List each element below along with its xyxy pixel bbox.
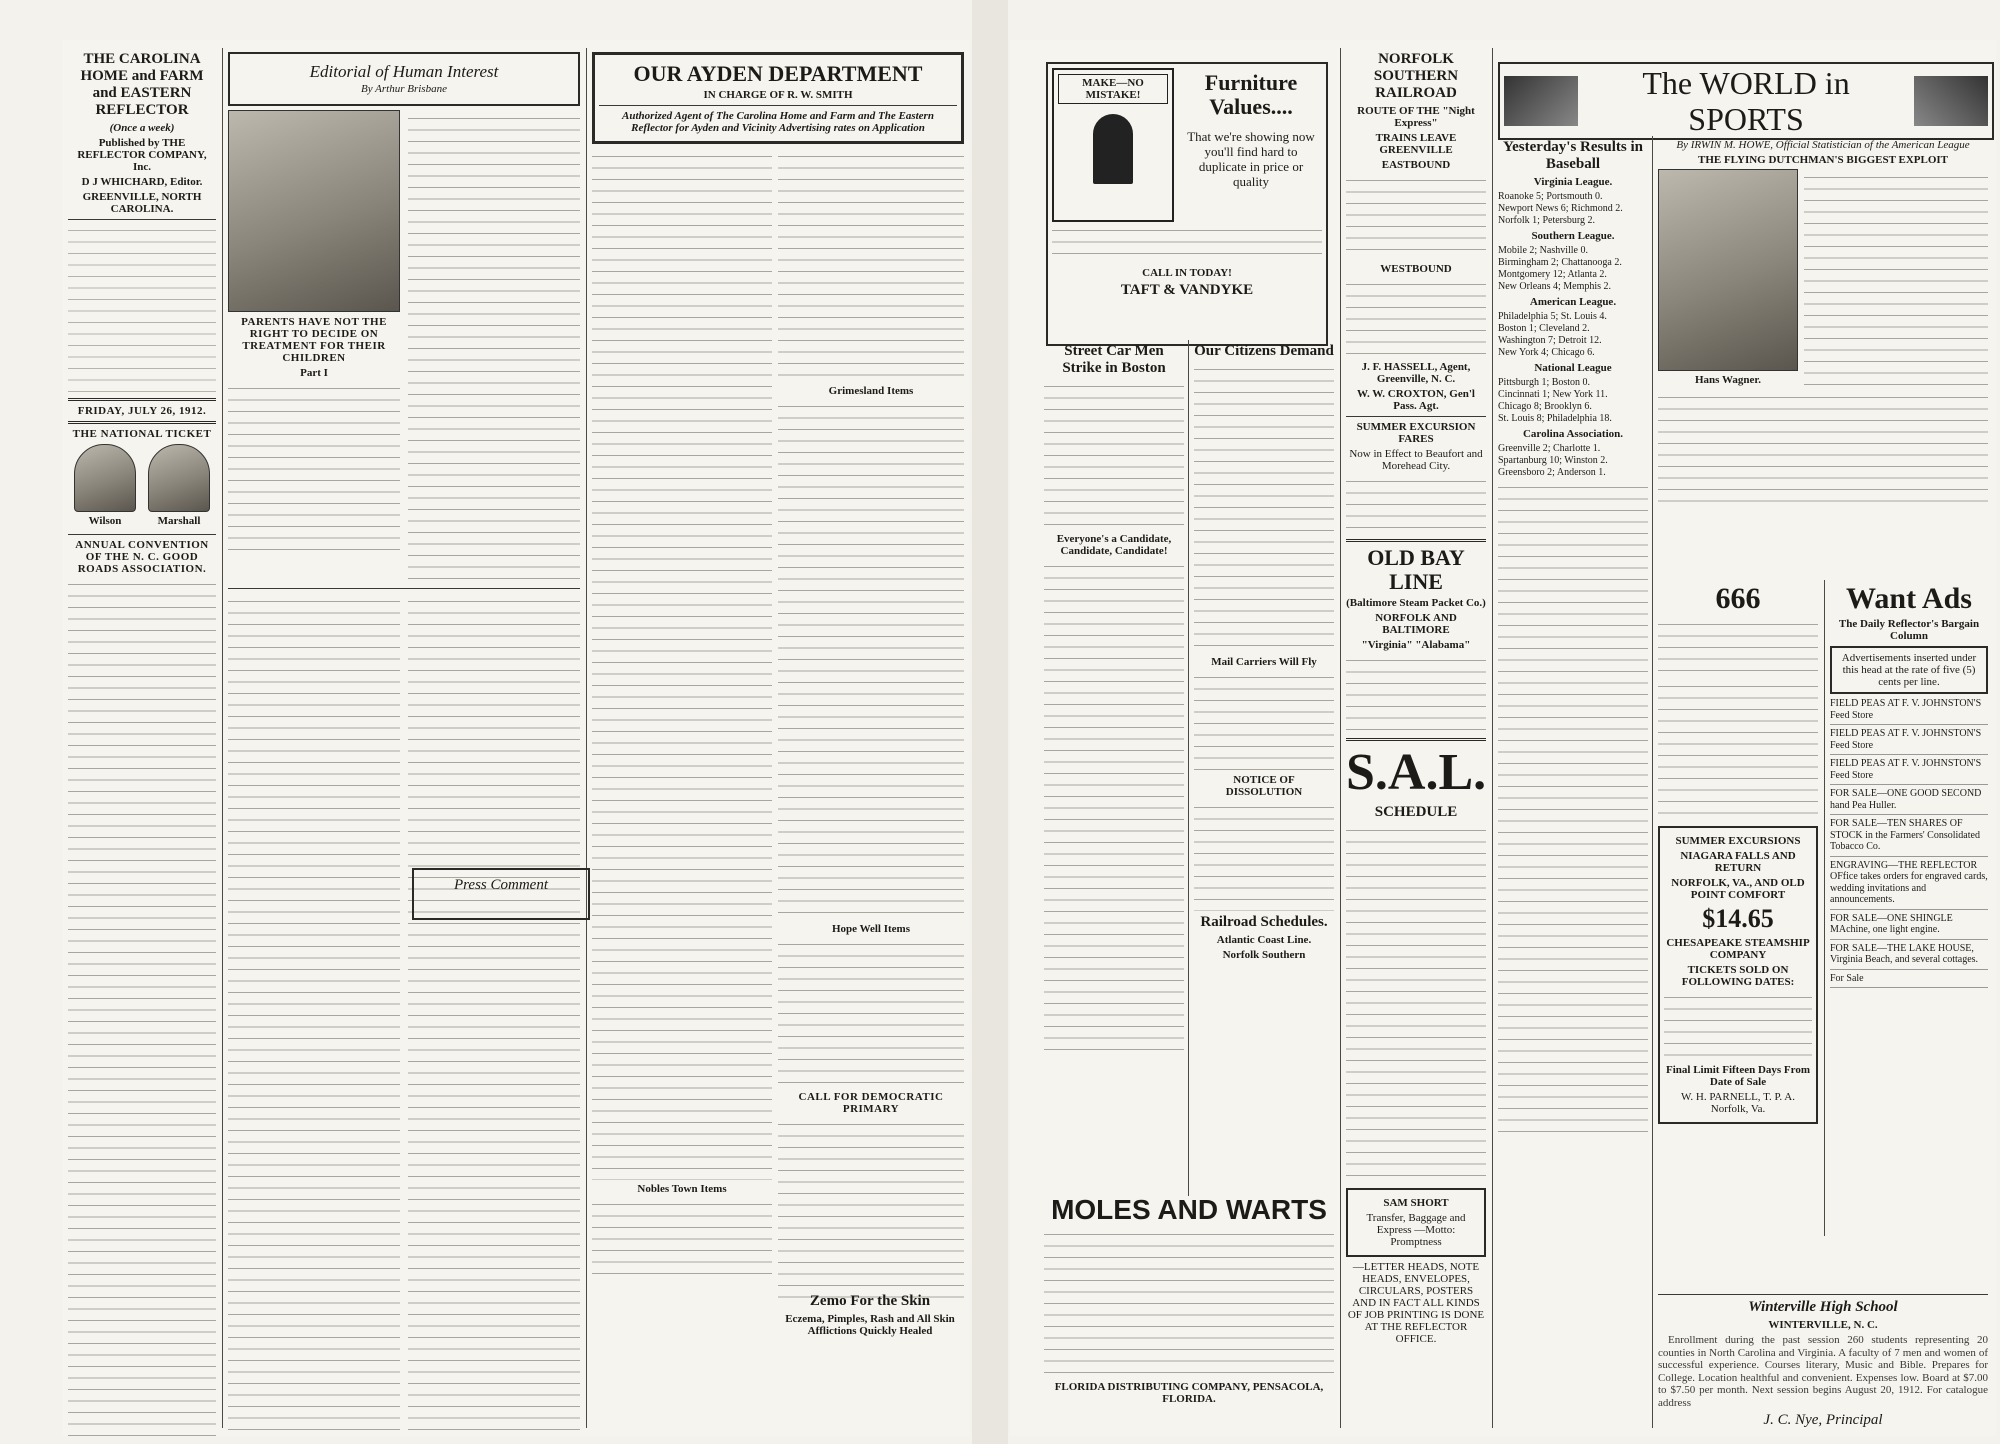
shoes-line: Transfer, Baggage and Express —Motto: Promptness [1366, 1212, 1466, 1248]
old-bay-sub: (Baltimore Steam Packet Co.) [1346, 597, 1486, 609]
furniture-ad [1046, 62, 1328, 346]
school-title: Winterville High School [1748, 1299, 1898, 1315]
rr-schedules-title: Railroad Schedules. [1200, 914, 1328, 930]
furniture-title: Furniture Values.... [1204, 70, 1298, 119]
league-name: Southern League. [1531, 230, 1615, 242]
editorial-byline: By Arthur Brisbane [361, 83, 447, 95]
league-name: National League [1534, 362, 1612, 374]
niagara-via: CHESAPEAKE STEAMSHIP COMPANY [1666, 937, 1810, 961]
wagner-photo [1658, 169, 1798, 371]
sports-banner [1498, 62, 1994, 140]
primary-body [778, 1118, 964, 1308]
classified-ad: FIELD PEAS AT F. V. JOHNSTON'S Feed Store [1830, 698, 1988, 725]
niagara-to: NIAGARA FALLS AND RETURN [1680, 850, 1796, 874]
excursion-line: Now in Effect to Beaufort and Morehead City. [1349, 448, 1483, 472]
old-bay-route: NORFOLK AND BALTIMORE [1375, 612, 1457, 636]
ns-heading: Norfolk Southern [1222, 949, 1306, 961]
old-bay-body [1346, 654, 1486, 734]
candidate-body [1044, 560, 1184, 1060]
editorial-body-left [228, 382, 400, 558]
furniture-copy [1052, 224, 1322, 264]
score-line: St. Louis 8; Philadelphia 18. [1498, 413, 1612, 424]
candidate-portraits [68, 444, 216, 530]
school-ad [1658, 1290, 1988, 1432]
editorial-subhead: PARENTS HAVE NOT THE RIGHT TO DECIDE ON TREATMENT FOR THEIR CHILDREN [241, 316, 387, 364]
moles-body [1044, 1228, 1334, 1378]
want-ads-rates: Advertisements inserted under this head at the rate of five (5) cents per line. [1830, 646, 1988, 694]
score-line: Washington 7; Detroit 12. [1498, 335, 1602, 346]
classified-ad: FOR SALE—THE LAKE HOUSE, Virginia Beach, and several cottages. [1830, 943, 1988, 970]
dissolution-body [1194, 801, 1334, 911]
niagara-from: NORFOLK, VA., AND OLD POINT COMFORT [1671, 877, 1805, 901]
road-convention-heading: ANNUAL CONVENTION OF THE N. C. GOOD ROADS ASSOCIATION. [75, 539, 209, 575]
classified-ad: FOR SALE—ONE SHINGLE MAchine, one light engine. [1830, 913, 1988, 940]
subscription-rates-text [68, 224, 216, 394]
classifieds-list [1830, 698, 1988, 988]
citizens-demand-article [1194, 340, 1334, 964]
score-line: Boston 1; Cleveland 2. [1498, 323, 1590, 334]
school-body: Enrollment during the past session 260 students representing 20 counties in North Carolina and Virginia. A faculty of 7 men and women of successful experience. Courses literary, Music and Bible. Prepares for College. Location healthful and convenient. Expenses low. Board at $7.00 to $7.50 per month. Next session begins August 20, 1912. For catalogue address [1658, 1334, 1988, 1409]
masthead-editor: D J WHICHARD, Editor. [81, 176, 203, 188]
wagner-body [1804, 171, 1988, 385]
wilson-caption: Wilson [88, 515, 122, 527]
carriers-heading: Mail Carriers Will Fly [1211, 656, 1317, 668]
league-results [1498, 176, 1648, 479]
baseball-notes-body [1498, 481, 1648, 1141]
street-car-article [1044, 340, 1184, 1062]
league-name: Virginia League. [1533, 176, 1613, 188]
league-name: American League. [1529, 296, 1617, 308]
masthead-place: GREENVILLE, NORTH CAROLINA. [82, 191, 202, 215]
want-ads-sub: The Daily Reflector's Bargain Column [1838, 618, 1980, 642]
baseball-illustration-left [1504, 76, 1578, 126]
page-gutter [972, 0, 1008, 1444]
printing-notice: —LETTER HEADS, NOTE HEADS, ENVELOPES, CIRCULARS, POSTERS AND IN FACT ALL KINDS OF JOB PRINTING IS DONE AT THE REFLECTOR OFFICE. [1347, 1261, 1485, 1345]
press-comment-title: Press Comment [453, 877, 549, 893]
railroad-agent-1: J. F. HASSELL, Agent, Greenville, N. C. [1361, 361, 1471, 385]
zemo-ad [784, 1290, 956, 1340]
wagner-feature [1658, 136, 1988, 513]
brisbane-portrait [228, 110, 400, 312]
editorial-title: Editorial of Human Interest [309, 62, 499, 81]
acl-heading: Atlantic Coast Line. [1216, 934, 1312, 946]
ad-666-number: 666 [1715, 582, 1761, 615]
shoes-heading: SAM SHORT [1383, 1197, 1449, 1209]
editorial-part: Part I [300, 367, 328, 379]
baseball-results-column [1498, 136, 1648, 1143]
results-heading: Yesterday's Results in Baseball [1502, 139, 1643, 172]
misc-notices [1658, 680, 1818, 820]
westbound-heading: WESTBOUND [1380, 263, 1452, 275]
score-line: Newport News 6; Richmond 2. [1498, 203, 1623, 214]
score-line: Birmingham 2; Chattanooga 2. [1498, 257, 1622, 268]
score-line: Greensboro 2; Anderson 1. [1498, 467, 1606, 478]
moles-company: FLORIDA DISTRIBUTING COMPANY, PENSACOLA, FLORIDA. [1054, 1381, 1324, 1405]
classified-ad: FIELD PEAS AT F. V. JOHNSTON'S Feed Store [1830, 758, 1988, 785]
ad-666-column [1658, 580, 1818, 1128]
school-place: WINTERVILLE, N. C. [1768, 1319, 1878, 1331]
candidate-heading: Everyone's a Candidate, Candidate, Candidate! [1056, 533, 1172, 557]
carriers-body [1194, 671, 1334, 771]
ad-666-body [1658, 618, 1818, 678]
score-line: Cincinnati 1; New York 11. [1498, 389, 1608, 400]
good-roads-continued-text [228, 595, 400, 1436]
furniture-firm: TAFT & VANDYKE [1120, 282, 1254, 298]
score-line: Pittsburgh 1; Boston 0. [1498, 377, 1591, 388]
baseball-illustration-right [1914, 76, 1988, 126]
furniture-tagline: That we're showing now you'll find hard to duplicate in price or quality [1187, 129, 1315, 189]
masthead-title: THE CAROLINA HOME and FARM and EASTERN REFLECTOR [80, 51, 204, 118]
ticket-heading: THE NATIONAL TICKET [72, 428, 212, 440]
nobles-body [592, 1198, 772, 1278]
score-line: Montgomery 12; Atlanta 2. [1498, 269, 1607, 280]
want-ads-title: Want Ads [1846, 582, 1972, 615]
niagara-final: Final Limit Fifteen Days From Date of Sale [1666, 1064, 1810, 1088]
old-bay-title: OLD BAY LINE [1367, 545, 1465, 594]
score-line: New Orleans 4; Memphis 2. [1498, 281, 1612, 292]
masthead-frequency: (Once a week) [109, 122, 175, 134]
press-comment-box [412, 868, 590, 920]
ayden-department-column [592, 48, 964, 1310]
norfolk-southern-trains: TRAINS LEAVE GREENVILLE [1375, 132, 1457, 156]
norfolk-southern-title: NORFOLK SOUTHERN RAILROAD [1373, 51, 1459, 101]
classified-ad: For Sale [1830, 973, 1988, 989]
niagara-price: $14.65 [1702, 904, 1774, 933]
hope-well-body [778, 938, 964, 1088]
ayden-body-right [778, 150, 964, 382]
old-bay-ships: "Virginia" "Alabama" [1361, 639, 1471, 651]
excursion-body [1346, 475, 1486, 535]
railroad-column [1346, 48, 1486, 1348]
score-line: Greenville 2; Charlotte 1. [1498, 443, 1601, 454]
niagara-dates-heading: TICKETS SOLD ON FOLLOWING DATES: [1681, 964, 1795, 988]
classified-ad: FOR SALE—TEN SHARES OF STOCK in the Farmers' Consolidated Tobacco Co. [1830, 818, 1988, 857]
sal-sub: SCHEDULE [1374, 804, 1458, 820]
demand-body [1194, 363, 1334, 653]
zemo-subtitle: Eczema, Pimples, Rash and All Skin Afflictions Quickly Healed [785, 1313, 955, 1337]
moles-ad [1044, 1192, 1334, 1408]
excursion-heading: SUMMER EXCURSION FARES [1356, 421, 1476, 445]
ayden-title: OUR AYDEN DEPARTMENT [633, 61, 923, 86]
masthead-publisher: Published by THE REFLECTOR COMPANY, Inc. [77, 137, 207, 173]
dissolution-heading: NOTICE OF DISSOLUTION [1225, 774, 1303, 798]
marshall-portrait [148, 444, 210, 512]
wagner-caption: Hans Wagner. [1694, 374, 1762, 386]
score-line: Norfolk 1; Petersburg 2. [1498, 215, 1596, 226]
wagner-body-continued [1658, 391, 1988, 511]
want-ads-column [1830, 580, 1988, 991]
street-car-title: Street Car Men Strike in Boston [1062, 343, 1166, 376]
classified-ad: FIELD PEAS AT F. V. JOHNSTON'S Feed Store [1830, 728, 1988, 755]
editorial-body-right [408, 112, 580, 582]
sal-title: S.A.L. [1346, 744, 1486, 801]
primary-heading: CALL FOR DEMOCRATIC PRIMARY [798, 1091, 944, 1115]
wilson-portrait [74, 444, 136, 512]
niagara-agent: W. H. PARNELL, T. P. A. Norfolk, Va. [1681, 1091, 1795, 1115]
school-principal: J. C. Nye, Principal [1763, 1412, 1883, 1428]
furniture-illustration [1052, 68, 1174, 222]
ayden-agent-note: Authorized Agent of The Carolina Home and Farm and The Eastern Reflector for Ayden and Vicinity Advertising rates on Application [622, 110, 934, 134]
editorial-continued-text [408, 595, 580, 1436]
furniture-call: CALL IN TODAY! [1142, 267, 1232, 279]
right-newspaper-page [1010, 40, 1996, 1436]
zemo-title: Zemo For the Skin [809, 1293, 931, 1309]
score-line: Mobile 2; Nashville 0. [1498, 245, 1588, 256]
figure-illustration [1093, 114, 1133, 184]
street-car-body [1044, 380, 1184, 530]
road-convention-body [68, 578, 216, 1436]
league-name: Carolina Association. [1522, 428, 1624, 440]
masthead-column [68, 48, 216, 1436]
hope-well-heading: Hope Well Items [831, 923, 910, 935]
classified-ad: FOR SALE—ONE GOOD SECOND hand Pea Huller. [1830, 788, 1988, 815]
score-line: Roanoke 5; Portsmouth 0. [1498, 191, 1603, 202]
furniture-badge: MAKE—NO MISTAKE! [1058, 74, 1168, 104]
niagara-heading: SUMMER EXCURSIONS [1675, 835, 1801, 847]
ayden-news-body [592, 150, 772, 1180]
date-line: FRIDAY, JULY 26, 1912. [77, 405, 207, 417]
grimesland-heading: Grimesland Items [828, 385, 914, 397]
score-line: Philadelphia 5; St. Louis 4. [1498, 311, 1607, 322]
editorial-column [228, 48, 580, 1436]
score-line: Chicago 8; Brooklyn 6. [1498, 401, 1592, 412]
sports-byline: By IRWIN M. HOWE, Official Statistician of the American League [1676, 139, 1970, 151]
sal-schedule-body [1346, 824, 1486, 1184]
nobles-heading: Nobles Town Items [637, 1183, 727, 1195]
railroad-agent-2: W. W. CROXTON, Gen'l Pass. Agt. [1357, 388, 1475, 412]
moles-title: MOLES AND WARTS [1051, 1194, 1327, 1225]
demand-title: Our Citizens Demand [1194, 343, 1334, 359]
score-line: Spartanburg 10; Winston 2. [1498, 455, 1608, 466]
left-newspaper-page [62, 40, 970, 1436]
niagara-dates [1664, 991, 1812, 1061]
score-line: New York 4; Chicago 6. [1498, 347, 1595, 358]
norfolk-southern-route: ROUTE OF THE "Night Express" [1357, 105, 1475, 129]
eastbound-heading: EASTBOUND [1381, 159, 1451, 171]
sports-title: The WORLD in SPORTS [1642, 65, 1850, 137]
marshall-caption: Marshall [157, 515, 201, 527]
eastbound-times [1346, 174, 1486, 260]
grimesland-body [778, 400, 964, 920]
feature-heading: THE FLYING DUTCHMAN'S BIGGEST EXPLOIT [1697, 154, 1948, 166]
westbound-times [1346, 278, 1486, 358]
classified-ad: ENGRAVING—THE REFLECTOR OFfice takes orders for engraved cards, wedding invitations and announcements. [1830, 860, 1988, 910]
ayden-subtitle: IN CHARGE OF R. W. SMITH [703, 89, 853, 101]
